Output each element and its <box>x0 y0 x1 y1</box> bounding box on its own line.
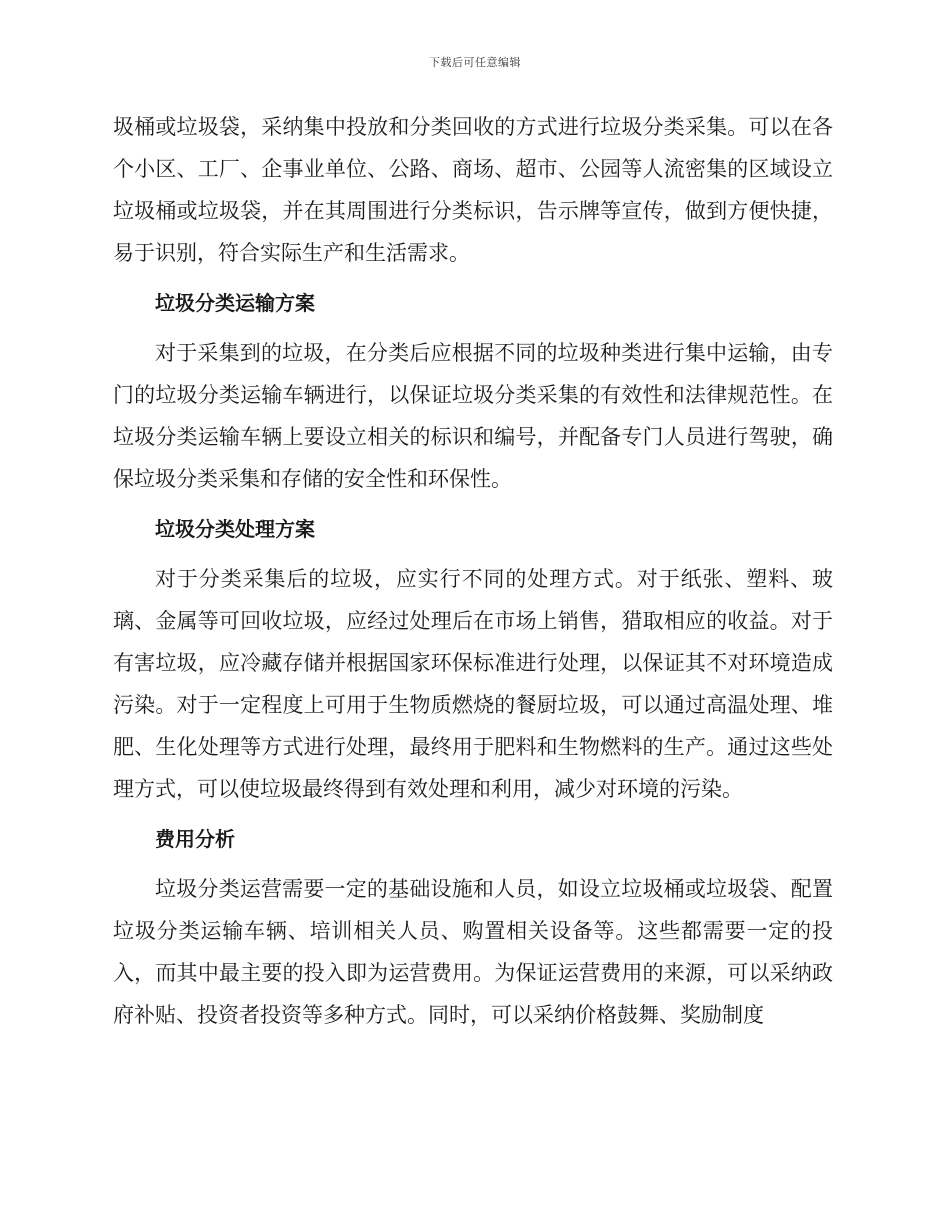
page-header: 下载后可任意编辑 <box>429 56 521 69</box>
heading-processing-plan: 垃圾分类处理方案 <box>155 517 315 541</box>
paragraph-collection-continued: 圾桶或垃圾袋，采纳集中投放和分类回收的方式进行垃圾分类采集。可以在各个小区、工厂、企事业单位、公路、商场、超市、公园等人流密集的区域设立垃圾桶或垃圾袋，并在其周围进行分类标识，告示牌等宣传，做到方便快捷，易于识别，符合实际生产和生活需求。 <box>113 115 833 265</box>
paragraph-transport: 对于采集到的垃圾，在分类后应根据不同的垃圾种类进行集中运输，由专门的垃圾分类运输车辆进行，以保证垃圾分类采集的有效性和法律规范性。在垃圾分类运输车辆上要设立相关的标识和编号，并配备专门人员进行驾驶，确保垃圾分类采集和存储的安全性和环保性。 <box>113 341 833 491</box>
heading-cost-analysis: 费用分析 <box>155 827 235 851</box>
heading-transport-plan: 垃圾分类运输方案 <box>155 291 315 315</box>
document-body <box>113 106 833 1036</box>
paragraph-cost: 垃圾分类运营需要一定的基础设施和人员，如设立垃圾桶或垃圾袋、配置垃圾分类运输车辆、培训相关人员、购置相关设备等。这些都需要一定的投入，而其中最主要的投入即为运营费用。为保证运营费用的来源，可以采纳政府补贴、投资者投资等多种方式。同时，可以采纳价格鼓舞、奖励制度 <box>113 877 833 1027</box>
paragraph-processing: 对于分类采集后的垃圾，应实行不同的处理方式。对于纸张、塑料、玻璃、金属等可回收垃圾，应经过处理后在市场上销售，猎取相应的收益。对于有害垃圾，应冷藏存储并根据国家环保标准进行处理，以保证其不对环境造成污染。对于一定程度上可用于生物质燃烧的餐厨垃圾，可以通过高温处理、堆肥、生化处理等方式进行处理，最终用于肥料和生物燃料的生产。通过这些处理方式，可以使垃圾最终得到有效处理和利用，减少对环境的污染。 <box>113 567 833 801</box>
